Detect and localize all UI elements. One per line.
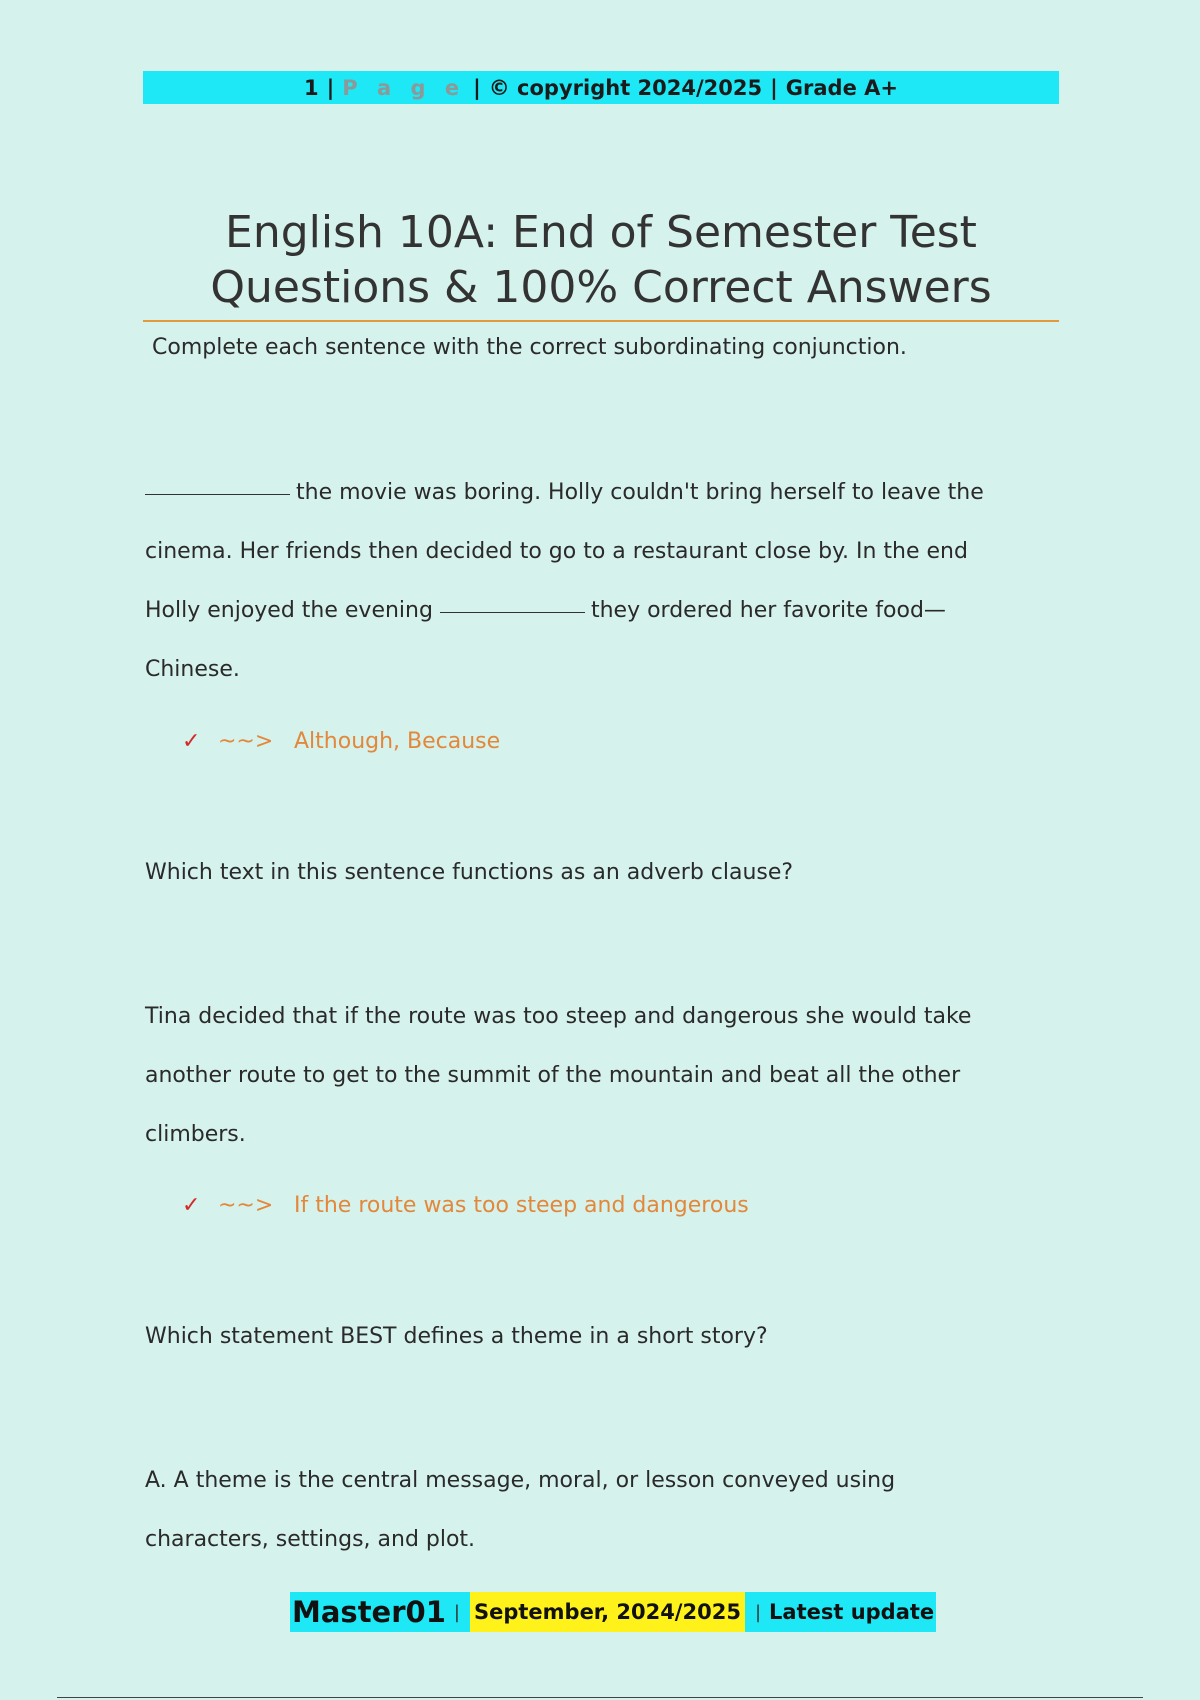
grade-text: Grade A+ — [785, 75, 898, 100]
q2-line-1: Tina decided that if the route was too steep and dangerous she would take — [145, 1004, 972, 1029]
q3-option-a — [145, 1451, 1045, 1569]
footer-date: September, 2024/2025 — [473, 1600, 741, 1624]
arrow-marker: ~~> — [218, 729, 274, 754]
copyright-text: © copyright 2024/2025 — [488, 75, 763, 100]
q2-answer — [182, 1193, 749, 1218]
q1-line-2: cinema. Her friends then decided to go to a restaurant close by. In the end — [145, 539, 968, 564]
q2-line-2: another route to get to the summit of the mountain and beat all the other — [145, 1063, 961, 1088]
page-footer — [290, 1592, 936, 1632]
q2-answer-text: If the route was too steep and dangerous — [294, 1193, 749, 1218]
q1-line-1-text: the movie was boring. Holly couldn't bring herself to leave the — [296, 480, 984, 505]
check-icon: ✓ — [182, 729, 201, 754]
q1-line-3a-text: Holly enjoyed the evening — [145, 598, 433, 623]
header-separator: | — [326, 75, 335, 100]
q2-question: Which text in this sentence functions as an adverb clause? — [145, 860, 794, 885]
instruction-text: Complete each sentence with the correct subordinating conjunction. — [152, 335, 907, 360]
page-label: P a g e — [342, 75, 466, 100]
q3-option-a-line-1: A. A theme is the central message, moral, or lesson conveyed using — [145, 1468, 896, 1493]
q2-line-3: climbers. — [145, 1122, 246, 1147]
fill-blank — [440, 612, 585, 613]
arrow-marker: ~~> — [218, 1193, 274, 1218]
footer-brand: Master01 — [292, 1595, 446, 1629]
header-separator: | — [473, 75, 481, 100]
q1-answer — [182, 729, 500, 754]
q3-option-a-line-2: characters, settings, and plot. — [145, 1527, 476, 1552]
bottom-divider — [57, 1697, 1143, 1698]
title-divider — [143, 320, 1059, 322]
footer-brand-block — [290, 1592, 470, 1632]
q1-line-3b-text: they ordered her favorite food— — [590, 598, 946, 623]
footer-update-block — [745, 1592, 936, 1632]
title-line-1: English 10A: End of Semester Test — [225, 207, 977, 258]
q1-line-3 — [145, 581, 1045, 640]
page-number: 1 — [304, 75, 319, 100]
footer-separator: | — [453, 1601, 460, 1623]
q1-answer-text: Although, Because — [294, 729, 501, 754]
footer-date-block — [470, 1592, 745, 1632]
document-title — [143, 205, 1059, 315]
footer-separator: | — [754, 1601, 762, 1623]
q1-line-4: Chinese. — [145, 657, 240, 682]
title-line-2: Questions & 100% Correct Answers — [210, 262, 992, 313]
check-icon: ✓ — [182, 1193, 201, 1218]
question-1-text — [145, 463, 1045, 699]
header-separator: | — [770, 75, 778, 100]
q3-question: Which statement BEST defines a theme in a short story? — [145, 1324, 768, 1349]
footer-update: Latest update — [769, 1600, 935, 1624]
page-header — [143, 71, 1059, 104]
question-2-text — [145, 987, 1045, 1164]
fill-blank — [145, 494, 290, 495]
q1-line-1 — [145, 463, 1045, 522]
